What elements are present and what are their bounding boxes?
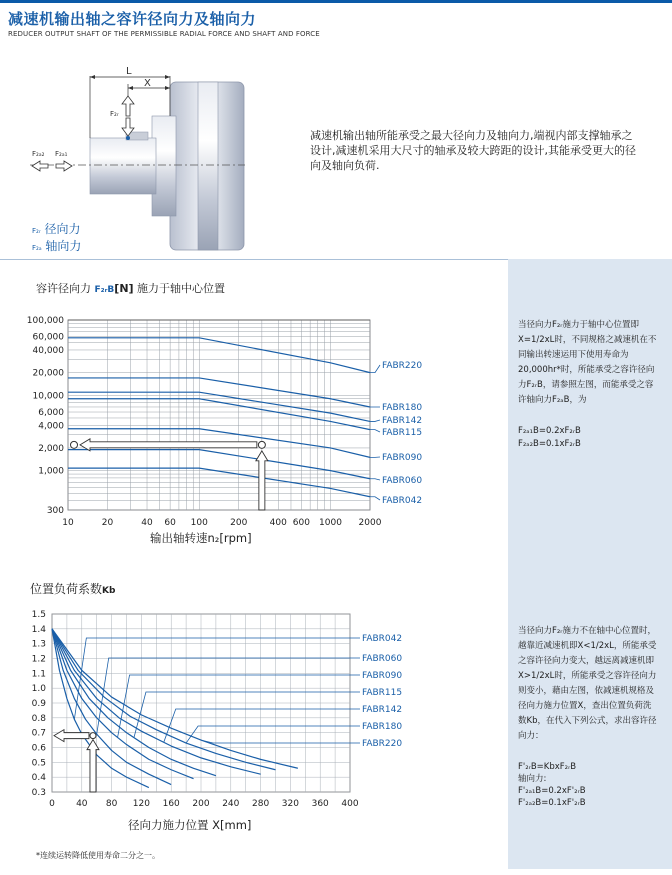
label-F2a2: F₂ₐ₂ <box>32 150 45 158</box>
page-subtitle: REDUCER OUTPUT SHAFT OF THE PERMISSIBLE RADIAL FORCE AND SHAFT AND FORCE <box>8 30 320 38</box>
legend-radial-symbol: F₂ᵣ <box>32 227 41 235</box>
chart1-leader-fabr060 <box>370 479 380 480</box>
chart2-axial-label: 轴向力: <box>518 774 547 784</box>
chart1-xtick-label: 60 <box>164 518 176 528</box>
chart2-xtick-label: 320 <box>281 799 299 809</box>
chart1-ytick-label: 2,000 <box>38 443 64 454</box>
chart2-note: 当径向力F₂ᵣ施力不在轴中心位置时，越靠近减速机即X<1/2xL，所能承受之容许径向力变大，越远离减速机即X>1/2xL时，所能承受之容许径向力则变小，藉由左图，依减速机规格及径向力施力位置X，查出位置负荷洗数Kb，在代入下列公式，求出容许径向力： <box>518 626 657 741</box>
chart2-ytick-label: 0.6 <box>31 743 46 754</box>
chart1-xtick-label: 600 <box>292 518 310 528</box>
chart1-xtick-label: 40 <box>141 518 153 528</box>
chart1-xtick-label: 200 <box>230 518 248 528</box>
chart1-label-fabr042: FABR042 <box>382 496 423 506</box>
chart1-leader-fabr142 <box>370 420 380 421</box>
chart2-label-fabr142: FABR142 <box>362 705 403 715</box>
radial-force-arrow-up-icon <box>122 96 134 116</box>
chart2-xtick-label: 80 <box>105 799 118 809</box>
legend-axial <box>32 237 81 254</box>
chart2-label-fabr220: FABR220 <box>362 739 403 749</box>
chart2-xtick-label: 240 <box>222 799 240 809</box>
chart1-title: 容许径向力 F₂ᵣB[N] 施力于轴中心位置 <box>36 282 226 295</box>
legend-radial-label: 径向力 <box>44 222 81 236</box>
chart2-formula1: F'₂ₐ₁B=0.2xF'₂ᵣB <box>518 786 586 796</box>
intro-paragraph: 减速机输出轴所能承受之最大径向力及轴向力,端视内部支撑轴承之设计,减速机采用大尺寸的轴承及较大跨距的设计,其能承受更大的径向及轴向负荷. <box>310 129 636 172</box>
chart2-ytick-label: 0.7 <box>31 728 46 739</box>
chart1-label-fabr115: FABR115 <box>382 428 423 438</box>
chart2-ytick-label: 0.5 <box>31 758 46 769</box>
chart1-formula1: F₂ₐ₁B=0.2xF₂ᵣB <box>518 426 581 436</box>
chart1-ytick-label: 300 <box>46 506 64 516</box>
chart1-label-fabr220: FABR220 <box>382 361 423 371</box>
chart1-xtick-label: 1000 <box>319 518 342 528</box>
chart2-ytick-label: 1.3 <box>31 639 46 650</box>
chart2-example-point-icon <box>90 733 96 739</box>
chart2-xtick-label: 0 <box>49 799 55 809</box>
chart2-xtick-label: 160 <box>162 799 180 809</box>
chart1-ytick-label: 1,000 <box>38 466 64 477</box>
chart2-formula2: F'₂ₐ₂B=0.1xF'₂ᵣB <box>518 798 586 808</box>
chart2-label-fabr090: FABR090 <box>362 671 403 681</box>
chart2-xtick-label: 400 <box>341 799 359 809</box>
chart1-ytick-label: 4,000 <box>38 421 64 432</box>
axial-force-right-arrow-icon <box>56 161 72 171</box>
chart2-ytick-label: 1.5 <box>31 610 46 620</box>
footnote: *连续运转降低使用寿命二分之一。 <box>36 851 160 860</box>
chart1-label-fabr060: FABR060 <box>382 476 423 486</box>
chart1-ytick-label: 20,000 <box>32 368 64 379</box>
chart2-xtick-label: 360 <box>311 799 329 809</box>
label-F2a1: F₂ₐ₁ <box>55 150 68 158</box>
chart1-plot <box>0 300 505 560</box>
chart2-label-fabr115: FABR115 <box>362 688 403 698</box>
chart2-xtick-label: 120 <box>132 799 150 809</box>
chart1-ytick-label: 40,000 <box>32 345 64 356</box>
chart2-ytick-label: 0.4 <box>31 773 46 784</box>
chart1-note: 当径向力F₂ᵣ施力于轴中心位置即X=1/2xL时，不同规格之减速机在不同输出转速运用下使用寿命为20,000hr*时，所能承受之容许径向力F₂ᵣB，请参照左图，而能承受之容许轴向力F₂ₐB，为 <box>518 320 657 405</box>
label-F2r: F₂ᵣ <box>110 110 119 118</box>
legend-radial <box>32 220 81 237</box>
chart1-leader-fabr115 <box>370 430 380 432</box>
chart2-ytick-label: 0.8 <box>31 713 46 724</box>
chart1-xtick-label: 20 <box>101 518 114 528</box>
chart2-label-fabr042: FABR042 <box>362 634 403 644</box>
chart1-xtick-label: 100 <box>190 518 208 528</box>
chart1-formula2: F₂ₐ₂B=0.1xF₂ᵣB <box>518 439 581 449</box>
chart2-ytick-label: 1.0 <box>31 684 46 695</box>
label-X: X <box>144 78 151 89</box>
chart1-xtick-label: 2000 <box>358 518 382 528</box>
page-title: 减速机输出轴之容许径向力及轴向力 <box>8 10 257 28</box>
chart2-ytick-label: 0.3 <box>31 788 46 798</box>
chart2-title: 位置负荷系数Kb <box>30 582 116 596</box>
axial-force-left-arrow-icon <box>32 161 48 171</box>
chart2-ytick-label: 1.1 <box>31 669 46 680</box>
legend-axial-symbol: F₂ₐ <box>32 244 42 252</box>
chart2-label-fabr180: FABR180 <box>362 722 403 732</box>
chart1-xlabel: 输出轴转速n₂[rpm] <box>150 531 252 545</box>
chart1-label-fabr142: FABR142 <box>382 416 423 426</box>
chart2-xtick-label: 40 <box>76 799 88 809</box>
chart2-ytick-label: 1.4 <box>31 624 46 635</box>
chart1-example-point-icon <box>258 441 265 448</box>
chart1-leader-fabr042 <box>370 497 380 500</box>
chart1-ytick-label: 10,000 <box>32 391 64 402</box>
chart2-xtick-label: 200 <box>192 799 210 809</box>
top-accent-bar <box>0 0 672 3</box>
chart2-ytick-label: 1.2 <box>31 654 46 665</box>
chart2-plot <box>0 600 505 815</box>
legend-axial-label: 轴向力 <box>45 239 82 253</box>
chart2-ytick-label: 0.9 <box>31 699 46 709</box>
section-divider <box>0 259 508 260</box>
chart2-xlabel: 径向力施力位置 X[mm] <box>128 818 252 832</box>
chart2-label-fabr060: FABR060 <box>362 654 403 664</box>
chart1-ytick-label: 6,000 <box>38 408 64 419</box>
chart1-ytick-label: 60,000 <box>32 332 64 343</box>
chart1-xtick-label: 400 <box>269 518 287 528</box>
chart1-example-result-icon <box>71 441 78 448</box>
chart1-label-fabr090: FABR090 <box>382 453 423 463</box>
chart1-xtick-label: 10 <box>62 518 74 528</box>
chart1-ytick-label: 100,000 <box>26 316 64 326</box>
chart1-leader-fabr220 <box>370 365 380 373</box>
chart2-formula0: F'₂ᵣB=KbxF₂ᵣB <box>518 762 577 772</box>
label-L: L <box>126 66 132 77</box>
chart2-xtick-label: 280 <box>252 799 270 809</box>
chart1-label-fabr180: FABR180 <box>382 403 423 413</box>
